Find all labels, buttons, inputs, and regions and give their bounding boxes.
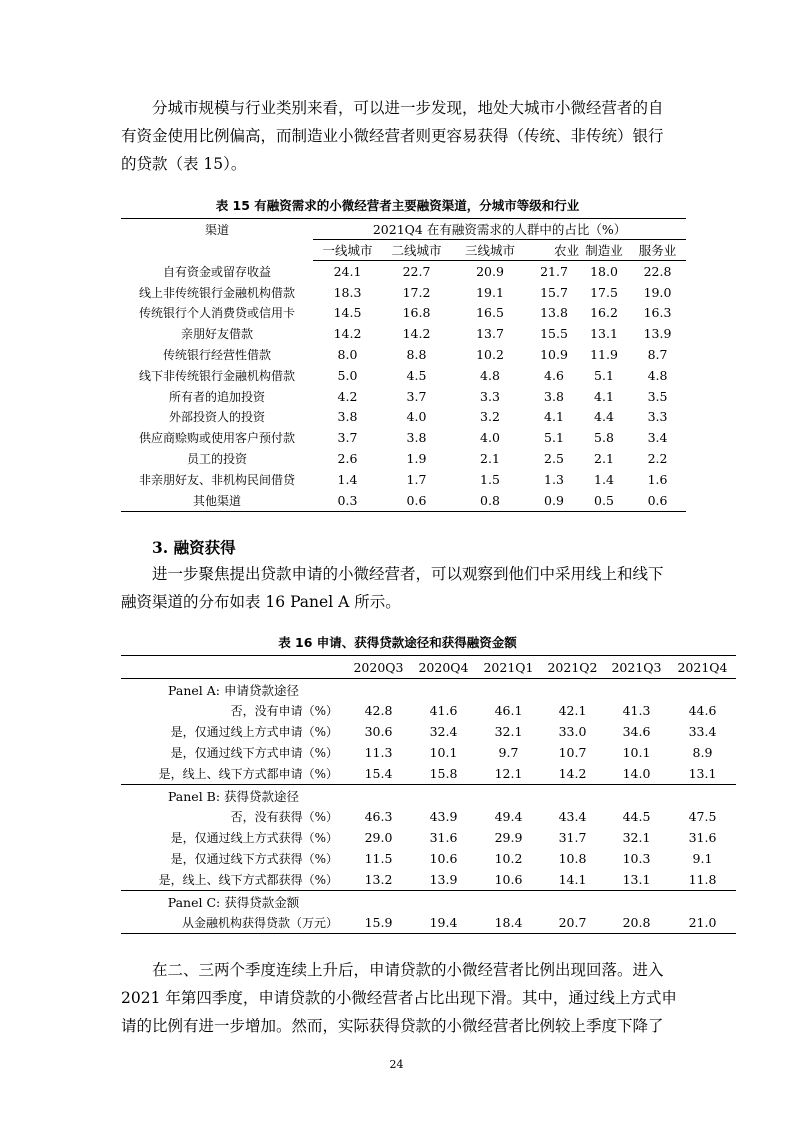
table-cell: 2.1 [594, 451, 614, 467]
table-cell: 41.6 [429, 703, 458, 718]
table-cell: 46.3 [364, 809, 393, 824]
table-cell: 22.8 [643, 263, 672, 279]
paragraph-line: 请的比例有进一步增加。然而，实际获得贷款的小微经营者比例较上季度下降了 [121, 1017, 664, 1035]
paragraph-line: 进一步聚焦提出贷款申请的小微经营者，可以观察到他们中采用线上和线下 [152, 565, 664, 583]
intro-paragraph [121, 94, 674, 178]
table-cell: 10.9 [540, 347, 568, 363]
table-cell: 2.1 [480, 451, 500, 467]
table-cell: 3.7 [406, 388, 427, 404]
table-cell: 4.8 [480, 367, 500, 383]
table-row [121, 848, 736, 869]
table-cell: 3.4 [647, 430, 668, 446]
table-row [121, 407, 686, 428]
empty-cell [541, 891, 604, 913]
table-cell: 14.1 [558, 872, 587, 887]
group-header: 2021Q4 在有融资需求的人群中的占比（%） [313, 219, 686, 240]
row-label: 是，线上、线下方式都获得（%） [158, 873, 338, 887]
table-cell: 11.8 [688, 872, 717, 887]
table-cell: 16.5 [476, 305, 504, 321]
table-cell: 11.3 [364, 745, 393, 760]
table-cell: 4.8 [647, 367, 668, 383]
table-row [121, 742, 736, 763]
table-cell: 5.8 [594, 430, 614, 446]
table-cell: 10.8 [558, 851, 587, 866]
table-cell: 19.4 [411, 912, 476, 934]
table-row [121, 344, 686, 365]
table-cell: 18.0 [590, 263, 618, 279]
table-cell: 15.8 [429, 766, 458, 781]
empty-cell [669, 785, 736, 807]
row-header: 渠道 [121, 219, 313, 261]
column-header: 2021Q4 [669, 656, 736, 679]
table-cell: 3.2 [480, 409, 500, 425]
table-cell: 10.6 [429, 851, 458, 866]
table-row [121, 700, 736, 721]
table15-caption: 表 15 有融资需求的小微经营者主要融资渠道，分城市等级和行业 [215, 198, 580, 213]
table-cell: 3.5 [647, 388, 668, 404]
empty-cell [669, 679, 736, 701]
table-cell: 1.9 [406, 451, 427, 467]
table-row [121, 386, 686, 407]
table-cell: 0.6 [629, 490, 686, 511]
empty-cell [604, 679, 669, 701]
section-heading: 3. 融资获得 [152, 538, 236, 557]
table-row [121, 490, 686, 511]
table-cell: 1.3 [544, 471, 564, 487]
table-cell: 32.4 [429, 724, 458, 739]
table-cell: 8.0 [337, 347, 358, 363]
table-row [121, 323, 686, 344]
table-cell: 24.1 [333, 263, 362, 279]
table-cell: 10.2 [494, 851, 523, 866]
table-cell: 4.2 [337, 388, 358, 404]
column-header: 2021Q2 [541, 656, 604, 679]
table-cell: 33.4 [688, 724, 717, 739]
table-cell: 1.7 [406, 471, 427, 487]
table-cell: 2.2 [647, 451, 668, 467]
table-cell: 15.4 [364, 766, 393, 781]
table-cell: 1.4 [337, 471, 358, 487]
table-row [121, 806, 736, 827]
table-cell: 13.2 [364, 872, 393, 887]
table-cell: 3.8 [406, 430, 427, 446]
table-cell: 0.6 [382, 490, 451, 511]
table-cell: 14.2 [558, 766, 587, 781]
table-cell: 42.8 [364, 703, 393, 718]
paragraph-line: 在二、三两个季度连续上升后，申请贷款的小微经营者比例出现回落。进入 [152, 961, 664, 979]
table-cell: 10.3 [622, 851, 651, 866]
table-cell: 1.6 [647, 471, 668, 487]
column-header: 制造业 [579, 240, 629, 261]
table-cell: 13.1 [688, 766, 717, 781]
row-label: 自有资金或留存收益 [162, 264, 271, 279]
empty-cell [476, 891, 541, 913]
table-cell: 31.7 [558, 830, 587, 845]
table-cell: 13.9 [643, 326, 672, 342]
panel-row [121, 785, 736, 807]
column-header: 2021Q3 [604, 656, 669, 679]
row-label: 线下非传统银行金融机构借款 [138, 368, 295, 383]
table-cell: 5.0 [337, 367, 358, 383]
table-row [121, 261, 686, 282]
table-cell: 17.5 [590, 284, 618, 300]
table-cell: 14.5 [333, 305, 362, 321]
table-cell: 13.7 [476, 326, 504, 342]
table-cell: 21.0 [669, 912, 736, 934]
table-cell: 11.5 [364, 851, 393, 866]
panel-title: Panel B: 获得贷款途径 [121, 785, 346, 807]
table-cell: 20.9 [476, 263, 504, 279]
table-cell: 13.1 [622, 872, 651, 887]
table-cell: 0.8 [451, 490, 529, 511]
empty-cell [411, 785, 476, 807]
paragraph-line: 融资渠道的分布如表 16 Panel A 所示。 [121, 593, 401, 611]
table-cell: 29.9 [494, 830, 523, 845]
table-cell: 9.7 [498, 745, 519, 760]
table-cell: 14.0 [622, 766, 651, 781]
table-cell: 14.2 [333, 326, 362, 342]
row-label: 是，线上、线下方式都申请（%） [158, 767, 338, 781]
column-header: 2021Q1 [476, 656, 541, 679]
table-cell: 2.6 [337, 451, 358, 467]
table15 [121, 218, 686, 512]
table-cell: 22.7 [402, 263, 431, 279]
table-cell: 49.4 [494, 809, 523, 824]
table-cell: 42.1 [558, 703, 587, 718]
empty-cell [346, 891, 411, 913]
table-cell: 3.3 [480, 388, 500, 404]
table-cell: 34.6 [622, 724, 651, 739]
table-cell: 20.7 [541, 912, 604, 934]
empty-cell [346, 679, 411, 701]
table-cell: 21.7 [540, 263, 568, 279]
table-cell: 4.0 [406, 409, 427, 425]
panel-title: Panel C: 获得贷款金额 [121, 891, 346, 913]
section3-paragraph [121, 560, 674, 616]
row-label: 传统银行经营性借款 [162, 348, 271, 363]
table-cell: 16.8 [402, 305, 431, 321]
table-cell: 2.5 [544, 451, 564, 467]
empty-cell [346, 785, 411, 807]
row-label: 非亲朋好友、非机构民间借贷 [138, 472, 295, 487]
table-cell: 13.1 [590, 326, 618, 342]
table-cell: 47.5 [688, 809, 717, 824]
table-cell: 15.7 [540, 284, 568, 300]
table-cell: 16.2 [590, 305, 618, 321]
table-cell: 0.3 [313, 490, 382, 511]
table-cell: 13.8 [540, 305, 568, 321]
table-cell: 8.7 [647, 347, 668, 363]
table-cell: 19.0 [643, 284, 672, 300]
column-header: 2020Q4 [411, 656, 476, 679]
row-label: 外部投资人的投资 [168, 410, 265, 425]
empty-cell [604, 785, 669, 807]
table-cell: 16.3 [643, 305, 672, 321]
table-cell: 41.3 [622, 703, 651, 718]
table-cell: 1.5 [480, 471, 500, 487]
table-cell: 4.4 [594, 409, 614, 425]
table-cell: 3.8 [337, 409, 358, 425]
paragraph-line: 有资金使用比例偏高，而制造业小微经营者则更容易获得（传统、非传统）银行 [121, 127, 664, 145]
paragraph-line: 的贷款（表 15）。 [121, 155, 247, 173]
column-header: 二线城市 [382, 240, 451, 261]
table-row [121, 448, 686, 469]
empty-cell [411, 679, 476, 701]
empty-cell [476, 679, 541, 701]
table-cell: 14.2 [402, 326, 431, 342]
table-cell: 10.1 [622, 745, 651, 760]
table-cell: 4.6 [544, 367, 564, 383]
page-number: 24 [389, 1058, 404, 1071]
closing-paragraph [121, 956, 677, 1040]
table-cell: 4.5 [406, 367, 427, 383]
row-label: 亲朋好友借款 [180, 327, 253, 342]
table-cell: 11.9 [590, 347, 618, 363]
table-cell: 29.0 [364, 830, 393, 845]
column-header: 服务业 [629, 240, 686, 261]
row-label: 否，没有申请（%） [230, 704, 338, 718]
empty-cell [604, 891, 669, 913]
table-cell: 4.1 [544, 409, 564, 425]
table-row [121, 427, 686, 448]
empty-cell [541, 679, 604, 701]
table-row [121, 721, 736, 742]
table-cell: 46.1 [494, 703, 523, 718]
table16-caption: 表 16 申请、获得贷款途径和获得融资金额 [278, 635, 517, 650]
table-cell: 20.8 [604, 912, 669, 934]
row-label: 传统银行个人消费贷或信用卡 [138, 306, 295, 321]
row-label: 所有者的追加投资 [168, 389, 265, 404]
table-cell: 13.9 [429, 872, 458, 887]
empty-cell [476, 785, 541, 807]
empty-cell [669, 891, 736, 913]
table-cell: 32.1 [622, 830, 651, 845]
row-label: 线上非传统银行金融机构借款 [138, 285, 295, 300]
empty-cell [411, 891, 476, 913]
table-cell: 33.0 [558, 724, 587, 739]
column-header: 农业 [529, 240, 579, 261]
table-row [121, 282, 686, 303]
table-cell: 32.1 [494, 724, 523, 739]
table-row [121, 763, 736, 785]
table-cell: 12.1 [494, 766, 523, 781]
table-cell: 44.5 [622, 809, 651, 824]
table-cell: 31.6 [688, 830, 717, 845]
paragraph-line: 分城市规模与行业类别来看，可以进一步发现，地处大城市小微经营者的自 [152, 99, 664, 117]
column-header: 一线城市 [313, 240, 382, 261]
table-cell: 0.5 [579, 490, 629, 511]
column-header: 三线城市 [451, 240, 529, 261]
panel-row [121, 891, 736, 913]
table-cell: 15.5 [540, 326, 568, 342]
table-cell: 8.8 [406, 347, 427, 363]
row-label: 其他渠道 [121, 490, 313, 511]
table-cell: 0.9 [529, 490, 579, 511]
table-cell: 15.9 [346, 912, 411, 934]
row-label: 是，仅通过线下方式获得（%） [170, 852, 338, 866]
table-cell: 3.8 [544, 388, 564, 404]
row-label: 是，仅通过线下方式申请（%） [170, 746, 338, 760]
table-cell: 10.1 [429, 745, 458, 760]
table-cell: 44.6 [688, 703, 717, 718]
table-cell: 30.6 [364, 724, 393, 739]
panel-row [121, 679, 736, 701]
table-cell: 43.9 [429, 809, 458, 824]
table-cell: 18.4 [476, 912, 541, 934]
row-label: 是，仅通过线上方式获得（%） [170, 831, 338, 845]
table-cell: 4.0 [480, 430, 500, 446]
panel-title: Panel A: 申请贷款途径 [168, 682, 299, 698]
table-cell: 10.2 [476, 347, 504, 363]
table-cell: 10.6 [494, 872, 523, 887]
corner-cell [121, 656, 346, 679]
table-cell: 43.4 [558, 809, 587, 824]
table-row [121, 303, 686, 324]
table-cell: 31.6 [429, 830, 458, 845]
column-header: 2020Q3 [346, 656, 411, 679]
table-cell: 9.1 [692, 851, 713, 866]
empty-cell [541, 785, 604, 807]
table16 [121, 655, 736, 934]
table-cell: 10.7 [558, 745, 587, 760]
table-row [121, 827, 736, 848]
table-cell: 8.9 [692, 745, 713, 760]
row-label: 是，仅通过线上方式申请（%） [170, 725, 338, 739]
table-cell: 3.7 [337, 430, 358, 446]
row-label: 员工的投资 [186, 452, 247, 467]
table-row [121, 365, 686, 386]
table-cell: 19.1 [476, 284, 504, 300]
table-row [121, 469, 686, 490]
table-cell: 5.1 [544, 430, 564, 446]
table-cell: 17.2 [402, 284, 431, 300]
table-cell: 18.3 [333, 284, 362, 300]
row-label: 否，没有获得（%） [230, 810, 338, 824]
table-row [121, 869, 736, 891]
table-row [121, 912, 736, 934]
row-label: 从金融机构获得贷款（万元） [121, 912, 346, 934]
paragraph-line: 2021 年第四季度，申请贷款的小微经营者占比出现下滑。其中，通过线上方式申 [121, 989, 677, 1007]
table-cell: 4.1 [594, 388, 614, 404]
table-cell: 1.4 [594, 471, 614, 487]
table-cell: 5.1 [594, 367, 614, 383]
table-cell: 3.3 [647, 409, 668, 425]
row-label: 供应商赊购或使用客户预付款 [138, 431, 295, 446]
